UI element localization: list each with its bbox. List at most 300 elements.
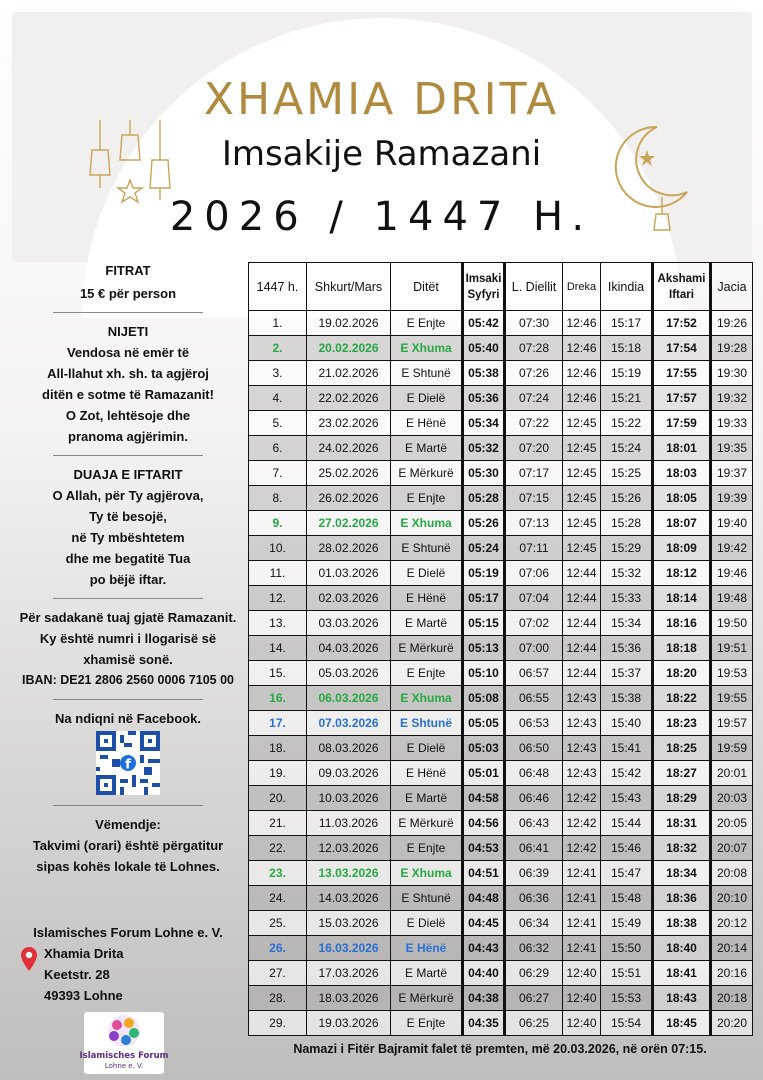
iftar-time: 17:59 bbox=[653, 411, 711, 436]
imsak-time: 05:01 bbox=[463, 761, 505, 786]
imsak-time: 04:48 bbox=[463, 886, 505, 911]
date: 12.03.2026 bbox=[307, 836, 391, 861]
note-line: Takvimi (orari) është përgatitur bbox=[32, 838, 224, 853]
day-number: 28. bbox=[249, 986, 307, 1011]
date: 03.03.2026 bbox=[307, 611, 391, 636]
address-line: 49393 Lohne bbox=[44, 988, 123, 1003]
asr-time: 15:50 bbox=[601, 936, 653, 961]
iftar-time: 18:31 bbox=[653, 811, 711, 836]
duaja-line: dhe me begatitë Tua bbox=[65, 551, 191, 566]
dhuhr-time: 12:44 bbox=[563, 561, 601, 586]
iftar-time: 18:40 bbox=[653, 936, 711, 961]
divider bbox=[53, 455, 203, 456]
imsak-time: 04:56 bbox=[463, 811, 505, 836]
dhuhr-time: 12:41 bbox=[563, 886, 601, 911]
imsak-time: 04:53 bbox=[463, 836, 505, 861]
day-number: 2. bbox=[249, 336, 307, 361]
fitrat-title: FITRAT bbox=[105, 263, 151, 278]
weekday: E Martë bbox=[391, 786, 463, 811]
asr-time: 15:28 bbox=[601, 511, 653, 536]
table-row bbox=[249, 911, 753, 936]
iftar-time: 18:05 bbox=[653, 486, 711, 511]
imsak-time: 05:42 bbox=[463, 311, 505, 336]
sunrise-time: 06:29 bbox=[505, 961, 563, 986]
weekday: E Hënë bbox=[391, 411, 463, 436]
table-row bbox=[249, 311, 753, 336]
iftar-time: 17:55 bbox=[653, 361, 711, 386]
day-number: 9. bbox=[249, 511, 307, 536]
dhuhr-time: 12:46 bbox=[563, 311, 601, 336]
table-row bbox=[249, 561, 753, 586]
day-number: 12. bbox=[249, 586, 307, 611]
dhuhr-time: 12:44 bbox=[563, 611, 601, 636]
imsak-time: 05:28 bbox=[463, 486, 505, 511]
day-number: 25. bbox=[249, 911, 307, 936]
nijeti-block bbox=[8, 321, 248, 447]
table-row bbox=[249, 886, 753, 911]
col-header: Shkurt/Mars bbox=[307, 263, 391, 311]
dhuhr-time: 12:43 bbox=[563, 761, 601, 786]
table-row bbox=[249, 736, 753, 761]
isha-time: 20:20 bbox=[711, 1011, 753, 1036]
weekday: E Dielë bbox=[391, 386, 463, 411]
imsak-time: 04:58 bbox=[463, 786, 505, 811]
duaja-line: O Allah, për Ty agjërova, bbox=[52, 488, 204, 503]
divider bbox=[53, 598, 203, 599]
date: 19.03.2026 bbox=[307, 1011, 391, 1036]
date: 09.03.2026 bbox=[307, 761, 391, 786]
imsak-time: 04:45 bbox=[463, 911, 505, 936]
dhuhr-time: 12:40 bbox=[563, 961, 601, 986]
weekday: E Enjte bbox=[391, 311, 463, 336]
table-row bbox=[249, 536, 753, 561]
dhuhr-time: 12:43 bbox=[563, 686, 601, 711]
asr-time: 15:51 bbox=[601, 961, 653, 986]
fitrat-block bbox=[8, 260, 248, 304]
iftar-time: 18:01 bbox=[653, 436, 711, 461]
qr-code-icon bbox=[96, 731, 160, 795]
asr-time: 15:38 bbox=[601, 686, 653, 711]
date: 28.02.2026 bbox=[307, 536, 391, 561]
sunrise-time: 07:17 bbox=[505, 461, 563, 486]
table-row bbox=[249, 586, 753, 611]
sunrise-time: 07:20 bbox=[505, 436, 563, 461]
imsak-time: 05:05 bbox=[463, 711, 505, 736]
sunrise-time: 06:25 bbox=[505, 1011, 563, 1036]
weekday: E Enjte bbox=[391, 661, 463, 686]
imsak-time: 04:38 bbox=[463, 986, 505, 1011]
table-row bbox=[249, 836, 753, 861]
nijeti-line: ditën e sotme të Ramazanit! bbox=[42, 387, 214, 402]
table-row bbox=[249, 436, 753, 461]
iftar-time: 18:09 bbox=[653, 536, 711, 561]
isha-time: 19:39 bbox=[711, 486, 753, 511]
table-row bbox=[249, 861, 753, 886]
dhuhr-time: 12:43 bbox=[563, 736, 601, 761]
note-line: sipas kohës lokale të Lohnes. bbox=[36, 859, 220, 874]
day-number: 5. bbox=[249, 411, 307, 436]
imsak-time: 04:40 bbox=[463, 961, 505, 986]
day-number: 17. bbox=[249, 711, 307, 736]
page-subtitle: Imsakije Ramazani bbox=[221, 134, 542, 174]
organization-logo bbox=[79, 1012, 169, 1074]
col-header: L. Diellit bbox=[505, 263, 563, 311]
day-number: 22. bbox=[249, 836, 307, 861]
isha-time: 20:12 bbox=[711, 911, 753, 936]
address-line: Xhamia Drita bbox=[44, 946, 124, 961]
asr-time: 15:21 bbox=[601, 386, 653, 411]
dhuhr-time: 12:45 bbox=[563, 486, 601, 511]
weekday: E Enjte bbox=[391, 486, 463, 511]
weekday: E Shtunë bbox=[391, 886, 463, 911]
asr-time: 15:32 bbox=[601, 561, 653, 586]
date: 27.02.2026 bbox=[307, 511, 391, 536]
asr-time: 15:17 bbox=[601, 311, 653, 336]
iftar-time: 18:03 bbox=[653, 461, 711, 486]
imsak-time: 04:51 bbox=[463, 861, 505, 886]
isha-time: 19:51 bbox=[711, 636, 753, 661]
dhuhr-time: 12:45 bbox=[563, 411, 601, 436]
sunrise-time: 06:39 bbox=[505, 861, 563, 886]
sunrise-time: 07:30 bbox=[505, 311, 563, 336]
sunrise-time: 07:13 bbox=[505, 511, 563, 536]
table-body bbox=[249, 311, 753, 1036]
iftar-time: 18:14 bbox=[653, 586, 711, 611]
date: 13.03.2026 bbox=[307, 861, 391, 886]
isha-time: 19:42 bbox=[711, 536, 753, 561]
table-row bbox=[249, 961, 753, 986]
isha-time: 20:01 bbox=[711, 761, 753, 786]
iftar-time: 18:27 bbox=[653, 761, 711, 786]
date: 01.03.2026 bbox=[307, 561, 391, 586]
dhuhr-time: 12:44 bbox=[563, 586, 601, 611]
sunrise-time: 06:53 bbox=[505, 711, 563, 736]
duaja-line: në Ty mbështetem bbox=[71, 530, 185, 545]
day-number: 10. bbox=[249, 536, 307, 561]
date: 08.03.2026 bbox=[307, 736, 391, 761]
imsak-time: 05:10 bbox=[463, 661, 505, 686]
table-row bbox=[249, 761, 753, 786]
imsak-time: 04:35 bbox=[463, 1011, 505, 1036]
day-number: 24. bbox=[249, 886, 307, 911]
prayer-times-table bbox=[248, 262, 753, 1036]
note-title: Vëmendje: bbox=[95, 817, 161, 832]
day-number: 26. bbox=[249, 936, 307, 961]
address-line: Keetstr. 28 bbox=[44, 967, 110, 982]
isha-time: 20:08 bbox=[711, 861, 753, 886]
iftar-time: 18:38 bbox=[653, 911, 711, 936]
isha-time: 19:50 bbox=[711, 611, 753, 636]
isha-time: 19:26 bbox=[711, 311, 753, 336]
iftar-time: 17:57 bbox=[653, 386, 711, 411]
sunrise-time: 06:27 bbox=[505, 986, 563, 1011]
date: 11.03.2026 bbox=[307, 811, 391, 836]
col-header: 1447 h. bbox=[249, 263, 307, 311]
imsak-time: 05:30 bbox=[463, 461, 505, 486]
date: 14.03.2026 bbox=[307, 886, 391, 911]
day-number: 14. bbox=[249, 636, 307, 661]
sunrise-time: 06:55 bbox=[505, 686, 563, 711]
table-row bbox=[249, 411, 753, 436]
org-name: Islamisches Forum Lohne e. V. bbox=[33, 925, 223, 940]
dhuhr-time: 12:42 bbox=[563, 836, 601, 861]
asr-time: 15:44 bbox=[601, 811, 653, 836]
sunrise-time: 06:43 bbox=[505, 811, 563, 836]
date: 25.02.2026 bbox=[307, 461, 391, 486]
weekday: E Dielë bbox=[391, 736, 463, 761]
isha-time: 19:53 bbox=[711, 661, 753, 686]
table-row bbox=[249, 461, 753, 486]
sunrise-time: 06:50 bbox=[505, 736, 563, 761]
asr-time: 15:25 bbox=[601, 461, 653, 486]
date: 05.03.2026 bbox=[307, 661, 391, 686]
dhuhr-time: 12:41 bbox=[563, 936, 601, 961]
imsak-time: 05:36 bbox=[463, 386, 505, 411]
iftar-time: 17:54 bbox=[653, 336, 711, 361]
asr-time: 15:22 bbox=[601, 411, 653, 436]
date: 24.02.2026 bbox=[307, 436, 391, 461]
imsak-time: 05:24 bbox=[463, 536, 505, 561]
day-number: 29. bbox=[249, 1011, 307, 1036]
duaja-line: po bëjë iftar. bbox=[89, 572, 167, 587]
day-number: 15. bbox=[249, 661, 307, 686]
imsak-time: 05:32 bbox=[463, 436, 505, 461]
table-header-row bbox=[249, 263, 753, 311]
asr-time: 15:18 bbox=[601, 336, 653, 361]
imsak-time: 05:34 bbox=[463, 411, 505, 436]
asr-time: 15:49 bbox=[601, 911, 653, 936]
asr-time: 15:36 bbox=[601, 636, 653, 661]
weekday: E Mërkurë bbox=[391, 986, 463, 1011]
day-number: 18. bbox=[249, 736, 307, 761]
dhuhr-time: 12:42 bbox=[563, 811, 601, 836]
table-row bbox=[249, 811, 753, 836]
isha-time: 19:59 bbox=[711, 736, 753, 761]
col-header: Akshami Iftari bbox=[653, 263, 711, 311]
sadaka-line: xhamisë sonë. bbox=[83, 652, 173, 667]
asr-time: 15:34 bbox=[601, 611, 653, 636]
iftar-time: 18:20 bbox=[653, 661, 711, 686]
iftar-time: 18:36 bbox=[653, 886, 711, 911]
facebook-qr-code[interactable] bbox=[96, 731, 160, 795]
date: 10.03.2026 bbox=[307, 786, 391, 811]
sunrise-time: 07:00 bbox=[505, 636, 563, 661]
imsak-time: 05:03 bbox=[463, 736, 505, 761]
divider bbox=[53, 699, 203, 700]
date: 07.03.2026 bbox=[307, 711, 391, 736]
date: 17.03.2026 bbox=[307, 961, 391, 986]
duaja-title: DUAJA E IFTARIT bbox=[73, 467, 183, 482]
weekday: E Mërkurë bbox=[391, 811, 463, 836]
sunrise-time: 06:36 bbox=[505, 886, 563, 911]
day-number: 21. bbox=[249, 811, 307, 836]
isha-time: 19:55 bbox=[711, 686, 753, 711]
weekday: E Xhuma bbox=[391, 336, 463, 361]
dhuhr-time: 12:44 bbox=[563, 661, 601, 686]
nijeti-line: pranoma agjërimin. bbox=[68, 429, 188, 444]
iftar-time: 18:25 bbox=[653, 736, 711, 761]
isha-time: 20:05 bbox=[711, 811, 753, 836]
dhuhr-time: 12:41 bbox=[563, 911, 601, 936]
bajram-note: Namazi i Fitër Bajramit falet të premten, më 20.03.2026, në orën 07:15. bbox=[293, 1042, 707, 1056]
asr-time: 15:42 bbox=[601, 761, 653, 786]
day-number: 6. bbox=[249, 436, 307, 461]
asr-time: 15:19 bbox=[601, 361, 653, 386]
day-number: 8. bbox=[249, 486, 307, 511]
sunrise-time: 07:26 bbox=[505, 361, 563, 386]
date: 20.02.2026 bbox=[307, 336, 391, 361]
date: 22.02.2026 bbox=[307, 386, 391, 411]
isha-time: 19:35 bbox=[711, 436, 753, 461]
col-header: Jacia bbox=[711, 263, 753, 311]
imsak-time: 05:08 bbox=[463, 686, 505, 711]
iftar-time: 18:23 bbox=[653, 711, 711, 736]
asr-time: 15:48 bbox=[601, 886, 653, 911]
iban: IBAN: DE21 2806 2560 0006 7105 00 bbox=[22, 673, 234, 687]
isha-time: 20:03 bbox=[711, 786, 753, 811]
isha-time: 20:18 bbox=[711, 986, 753, 1011]
table-row bbox=[249, 936, 753, 961]
isha-time: 19:48 bbox=[711, 586, 753, 611]
day-number: 3. bbox=[249, 361, 307, 386]
table-row bbox=[249, 686, 753, 711]
iftar-time: 18:16 bbox=[653, 611, 711, 636]
dhuhr-time: 12:46 bbox=[563, 336, 601, 361]
day-number: 19. bbox=[249, 761, 307, 786]
dhuhr-time: 12:40 bbox=[563, 986, 601, 1011]
sadaka-line: Ky është numri i llogarisë së bbox=[39, 631, 217, 646]
iftar-time: 18:34 bbox=[653, 861, 711, 886]
divider bbox=[53, 312, 203, 313]
iftar-time: 18:43 bbox=[653, 986, 711, 1011]
address-block bbox=[8, 922, 248, 1006]
sunrise-time: 07:28 bbox=[505, 336, 563, 361]
isha-time: 19:28 bbox=[711, 336, 753, 361]
weekday: E Martë bbox=[391, 961, 463, 986]
day-number: 23. bbox=[249, 861, 307, 886]
asr-time: 15:46 bbox=[601, 836, 653, 861]
nijeti-line: O Zot, lehtësoje dhe bbox=[65, 408, 191, 423]
iftar-time: 18:12 bbox=[653, 561, 711, 586]
weekday: E Hënë bbox=[391, 586, 463, 611]
sunrise-time: 07:22 bbox=[505, 411, 563, 436]
imsak-time: 05:17 bbox=[463, 586, 505, 611]
asr-time: 15:47 bbox=[601, 861, 653, 886]
duaja-line: Ty të besojë, bbox=[89, 509, 167, 524]
col-header: Dreka bbox=[563, 263, 601, 311]
nijeti-line: Vendosa në emër të bbox=[66, 345, 190, 360]
asr-time: 15:53 bbox=[601, 986, 653, 1011]
sunrise-time: 07:24 bbox=[505, 386, 563, 411]
isha-time: 20:16 bbox=[711, 961, 753, 986]
table-row bbox=[249, 986, 753, 1011]
iftar-time: 18:18 bbox=[653, 636, 711, 661]
col-header: Ditët bbox=[391, 263, 463, 311]
isha-time: 19:46 bbox=[711, 561, 753, 586]
asr-time: 15:54 bbox=[601, 1011, 653, 1036]
sunrise-time: 06:57 bbox=[505, 661, 563, 686]
year-heading: 2026 / 1447 H. bbox=[169, 194, 594, 240]
sadaka-line: Për sadakanë tuaj gjatë Ramazanit. bbox=[19, 610, 237, 625]
weekday: E Enjte bbox=[391, 836, 463, 861]
imsak-time: 05:26 bbox=[463, 511, 505, 536]
date: 26.02.2026 bbox=[307, 486, 391, 511]
sunrise-time: 06:46 bbox=[505, 786, 563, 811]
dhuhr-time: 12:41 bbox=[563, 861, 601, 886]
day-number: 11. bbox=[249, 561, 307, 586]
asr-time: 15:24 bbox=[601, 436, 653, 461]
dhuhr-time: 12:45 bbox=[563, 461, 601, 486]
weekday: E Xhuma bbox=[391, 511, 463, 536]
date: 15.03.2026 bbox=[307, 911, 391, 936]
dhuhr-time: 12:45 bbox=[563, 436, 601, 461]
logo-line: Lohne e. V. bbox=[104, 1062, 144, 1070]
table-row bbox=[249, 786, 753, 811]
table-row bbox=[249, 636, 753, 661]
table-row bbox=[249, 336, 753, 361]
dhuhr-time: 12:44 bbox=[563, 636, 601, 661]
left-info-panel bbox=[8, 262, 248, 877]
asr-time: 15:29 bbox=[601, 536, 653, 561]
table-row bbox=[249, 611, 753, 636]
day-number: 1. bbox=[249, 311, 307, 336]
weekday: E Martë bbox=[391, 436, 463, 461]
dhuhr-time: 12:45 bbox=[563, 511, 601, 536]
weekday: E Hënë bbox=[391, 936, 463, 961]
asr-time: 15:33 bbox=[601, 586, 653, 611]
duaja-block bbox=[8, 464, 248, 590]
weekday: E Shtunë bbox=[391, 711, 463, 736]
isha-time: 19:37 bbox=[711, 461, 753, 486]
table-row bbox=[249, 711, 753, 736]
day-number: 27. bbox=[249, 961, 307, 986]
weekday: E Shtunë bbox=[391, 536, 463, 561]
sunrise-time: 06:32 bbox=[505, 936, 563, 961]
weekday: E Dielë bbox=[391, 561, 463, 586]
iftar-time: 18:45 bbox=[653, 1011, 711, 1036]
sunrise-time: 07:04 bbox=[505, 586, 563, 611]
iftar-time: 18:07 bbox=[653, 511, 711, 536]
sadaka-block bbox=[8, 607, 248, 691]
weekday: E Enjte bbox=[391, 1011, 463, 1036]
nijeti-line: All-llahut xh. sh. ta agjëroj bbox=[47, 366, 209, 381]
weekday: E Martë bbox=[391, 611, 463, 636]
weekday: E Hënë bbox=[391, 761, 463, 786]
table-row bbox=[249, 511, 753, 536]
imsak-time: 05:15 bbox=[463, 611, 505, 636]
dhuhr-time: 12:46 bbox=[563, 386, 601, 411]
dhuhr-time: 12:42 bbox=[563, 786, 601, 811]
table-row bbox=[249, 1011, 753, 1036]
isha-time: 20:10 bbox=[711, 886, 753, 911]
sunrise-time: 07:11 bbox=[505, 536, 563, 561]
nijeti-title: NIJETI bbox=[107, 324, 149, 339]
dhuhr-time: 12:46 bbox=[563, 361, 601, 386]
asr-time: 15:40 bbox=[601, 711, 653, 736]
date: 02.03.2026 bbox=[307, 586, 391, 611]
sunrise-time: 06:41 bbox=[505, 836, 563, 861]
sunrise-time: 07:15 bbox=[505, 486, 563, 511]
table-row bbox=[249, 361, 753, 386]
weekday: E Shtunë bbox=[391, 361, 463, 386]
dhuhr-time: 12:40 bbox=[563, 1011, 601, 1036]
isha-time: 19:57 bbox=[711, 711, 753, 736]
imsak-time: 04:43 bbox=[463, 936, 505, 961]
iftar-time: 18:22 bbox=[653, 686, 711, 711]
date: 16.03.2026 bbox=[307, 936, 391, 961]
svg-text:f: f bbox=[125, 756, 131, 773]
isha-time: 20:07 bbox=[711, 836, 753, 861]
